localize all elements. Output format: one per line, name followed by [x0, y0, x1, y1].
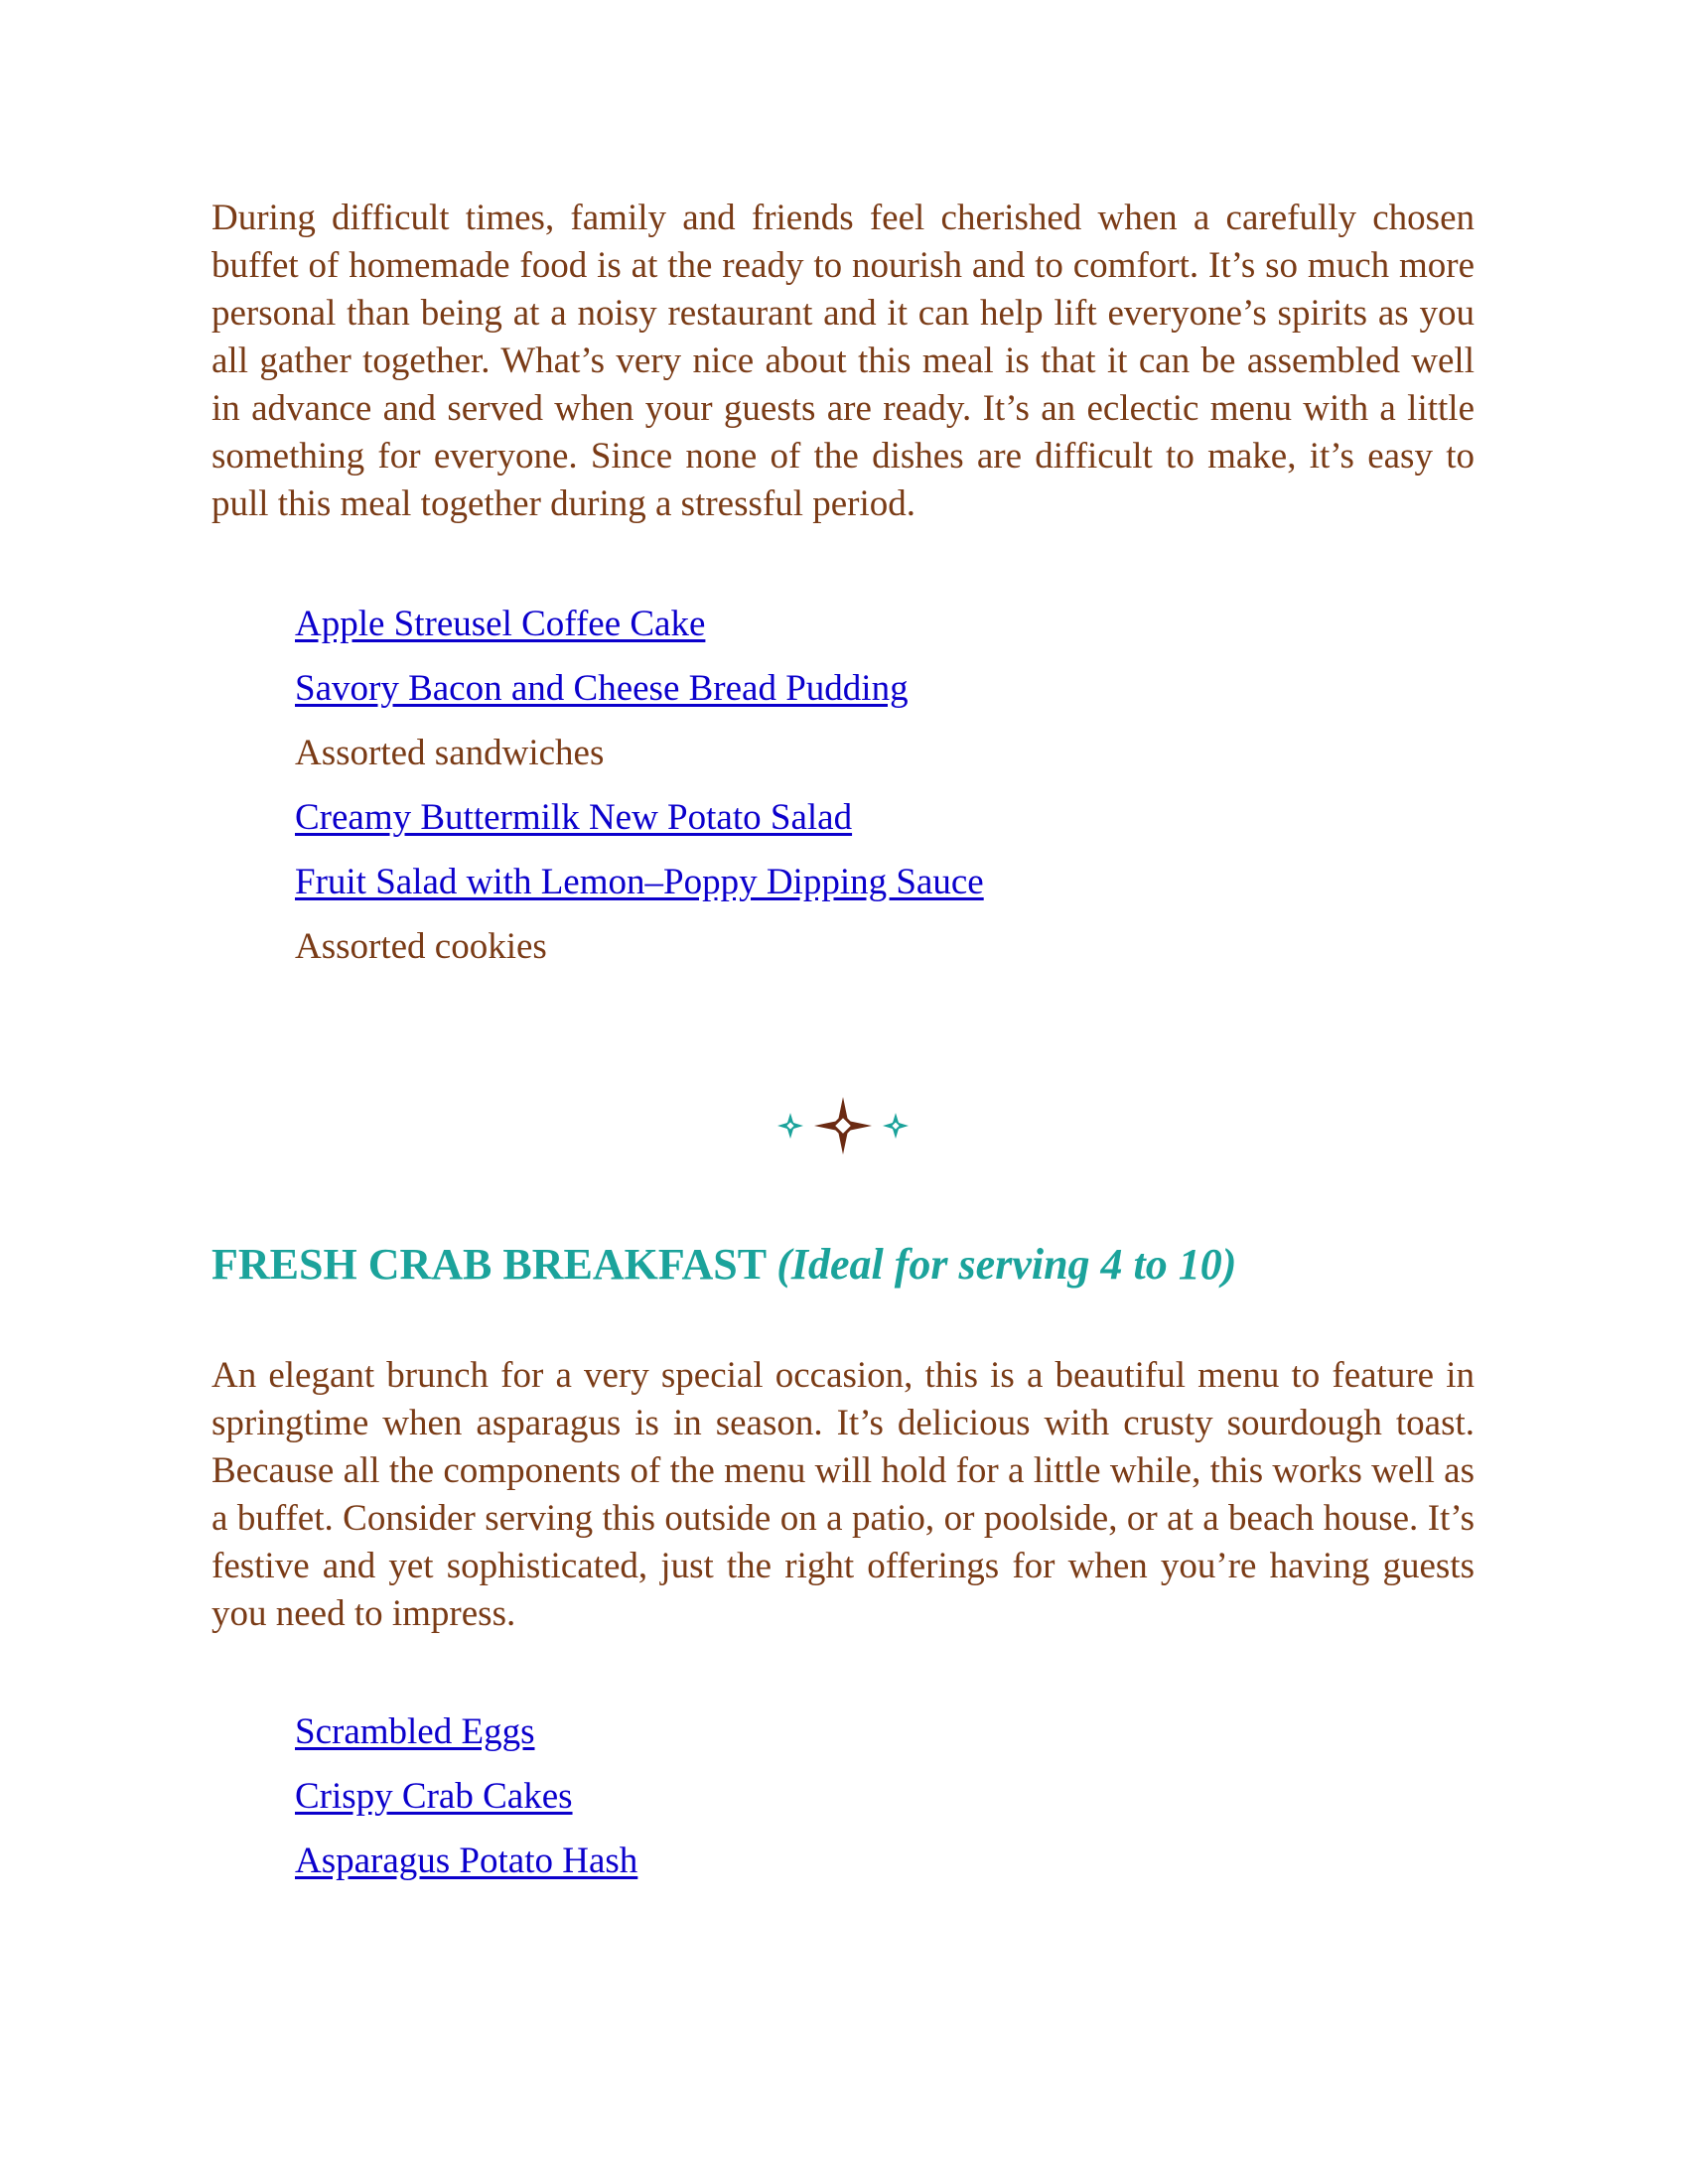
recipe-link-coffee-cake[interactable]: Apple Streusel Coffee Cake [295, 604, 706, 644]
list-item [295, 1700, 1475, 1764]
recipe-link-scrambled-eggs[interactable]: Scrambled Eggs [295, 1711, 535, 1752]
menu-list-crab-breakfast [211, 1700, 1475, 1893]
list-item [295, 914, 1475, 979]
list-item [295, 656, 1475, 721]
menu-item-cookies: Assorted cookies [295, 926, 547, 967]
recipe-link-bread-pudding[interactable]: Savory Bacon and Cheese Bread Pudding [295, 668, 909, 709]
recipe-link-potato-salad[interactable]: Creamy Buttermilk New Potato Salad [295, 797, 853, 838]
list-item [295, 1829, 1475, 1893]
recipe-link-fruit-salad[interactable]: Fruit Salad with Lemon–Poppy Dipping Sauce [295, 862, 984, 902]
document-page [211, 195, 1475, 1893]
list-item [295, 721, 1475, 785]
section-title: FRESH CRAB BREAKFAST [211, 1240, 767, 1289]
intro-paragraph: During difficult times, family and friends feel cherished when a carefully chosen buffet of homemade food is at the ready to nourish and to comfort. It’s so much more personal than being at a noisy restaurant and it can help lift everyone’s spirits as you all gather together. What’s very nice about this meal is that it can be assembled well in advance and served when your guests are ready. It’s an eclectic menu with a little something for everyone. Since none of the dishes are difficult to make, it’s easy to pull this meal together during a stressful period. [211, 198, 1475, 524]
section-paragraph: An elegant brunch for a very special occasion, this is a beautiful menu to feature in springtime when asparagus is in season. It’s delicious with crusty sourdough toast. Because all the components of the menu will hold for a little while, this works well as a buffet. Consider serving this outside on a patio, or poolside, or at a beach house. It’s festive and yet sophisticated, just the right offerings for when you’re having guests you need to impress. [211, 1355, 1475, 1634]
list-item [295, 592, 1475, 656]
section-heading [211, 1237, 1475, 1293]
recipe-link-crab-cakes[interactable]: Crispy Crab Cakes [295, 1776, 573, 1817]
list-item [295, 785, 1475, 850]
recipe-link-potato-hash[interactable]: Asparagus Potato Hash [295, 1841, 638, 1881]
list-item [295, 850, 1475, 914]
section-divider [211, 1096, 1475, 1156]
diamond-star-divider-icon [769, 1096, 917, 1156]
section-subtitle: (Ideal for serving 4 to 10) [776, 1240, 1237, 1289]
menu-item-sandwiches: Assorted sandwiches [295, 733, 605, 773]
list-item [295, 1764, 1475, 1829]
menu-list-memorial-buffet [211, 592, 1475, 979]
